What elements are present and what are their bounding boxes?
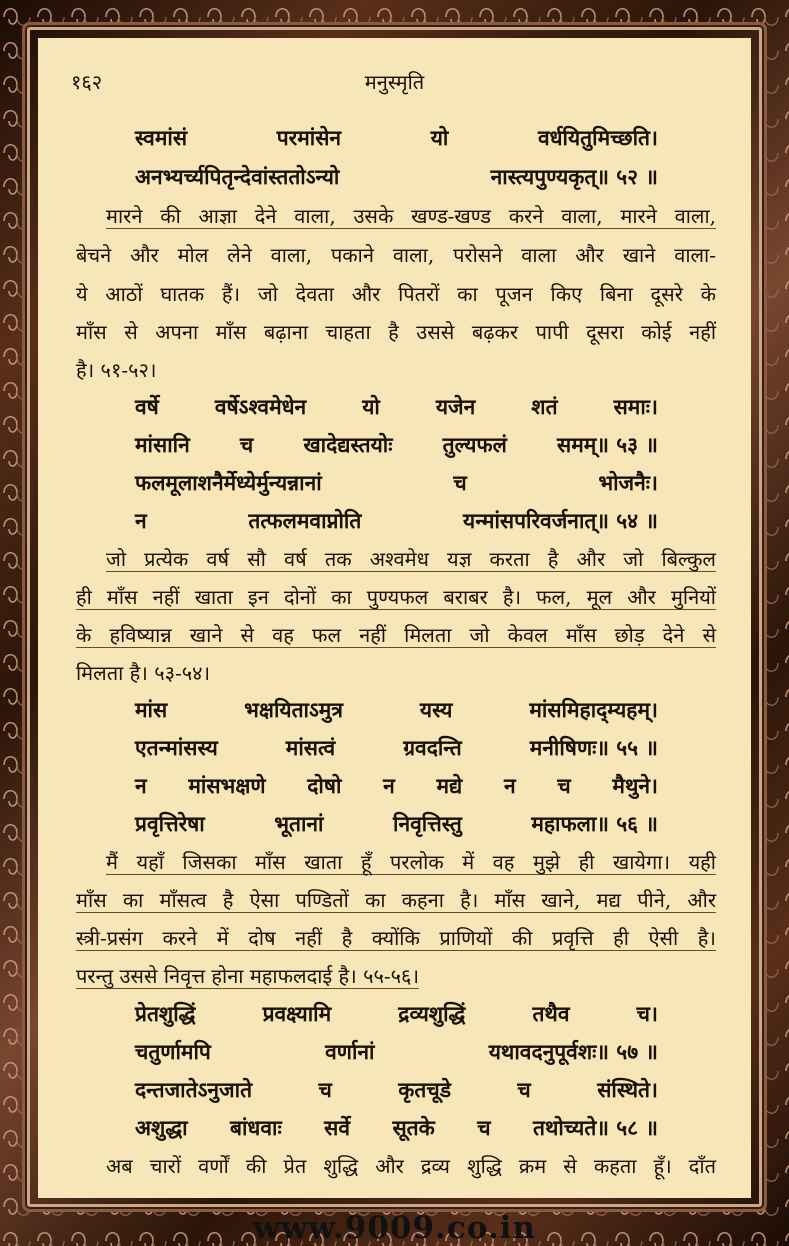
verse-line: एतन्मांसस्य मांसत्वं ग्रवदन्ति मनीषिणः॥ ५५ ॥ [135,735,658,760]
verse-line: दन्तजातेऽनुजाते च कृतचूडे च संस्थिते। [135,1077,658,1102]
verse-line: न तत्फलमवाप्नोति यन्मांसपरिवर्जनात्॥ ५४ ॥ [135,508,658,533]
verse-line: वर्षे वर्षेऽश्वमेधेन यो यजेन शतं समाः। [135,394,658,419]
verse-line: चतुर्णामपि वर्णानां यथावदनुपूर्वशः॥ ५७ ॥ [135,1039,658,1064]
verse-line: मांस भक्षयिताऽमुत्र यस्य मांसमिहाद्म्यहम्। [135,697,658,722]
verse-line: अनभ्यर्च्यपितृन्देवांस्ततोऽन्यो नास्त्यपुण्यकृत्॥ ५२ ॥ [135,164,658,189]
book-page [38,38,751,1198]
prose-line: अब चारों वर्णों की प्रेत शुद्धि और द्रव्य शुद्धि क्रम से कहता हूँ। दाँत [106,1154,716,1178]
page-number: १६२ [71,70,103,94]
verse-line: अशुद्धा बांधवाः सर्वे सूतके च तथोच्यते॥ ५८ ॥ [135,1115,658,1140]
website-link[interactable]: www.9009.co.in [253,1210,536,1246]
verse-line: न मांसभक्षणे दोषो न मद्ये न च मैथुने। [135,773,658,798]
prose-line: के हविष्यान्न खाने से वह फल नहीं मिलता जो केवल माँस छोड़ देने से [76,623,716,647]
verse-line: फलमूलाशनैर्मेध्येर्मुन्यन्नानां च भोजनैः। [135,470,658,495]
prose-line: है। ५१-५२। [76,358,157,382]
verse-line: प्रवृत्तिरेषा भूतानां निवृत्तिस्तु महाफला॥ ५६ ॥ [135,811,658,836]
verse-line: स्वमांसं परमांसेन यो वर्धयितुमिच्छति। [135,125,658,150]
prose-line: मैं यहाँ जिसका माँस खाता हूँ परलोक में वह मुझे ही खायेगा। यही [106,850,716,874]
prose-line: मिलता है। ५३-५४। [76,661,211,685]
prose-line: मारने की आज्ञा देने वाला, उसके खण्ड-खण्ड करने वाला, मारने वाला, [106,204,716,228]
page-title: मनुस्मृति [364,70,425,94]
prose-line: ही माँस नहीं खाता इन दोनों का पुण्यफल बराबर है। फल, मूल और मुनियों [76,585,716,609]
prose-line: जो प्रत्येक वर्ष सौ वर्ष तक अश्वमेध यज्ञ करता है और जो बिल्कुल [106,547,716,571]
prose-line: माँस का माँसत्व है ऐसा पण्डितों का कहना है। माँस खाने, मद्य पीने, और [76,888,716,912]
verse-line: प्रेतशुद्धिं प्रवक्ष्यामि द्रव्यशुद्धिं तथैव च। [135,1001,658,1026]
prose-line: बेचने और मोल लेने वाला, पकाने वाला, परोसने वाला और खाने वाला- [76,243,716,267]
verse-line: मांसानि च खादेद्यस्तयोः तुल्यफलं समम्॥ ५३ ॥ [135,432,658,457]
prose-line: परन्तु उससे निवृत्त होना महाफलदाई है। ५५-५६। [76,964,420,988]
prose-line: ये आठों घातक हैं। जो देवता और पितरों का पूजन किए बिना दूसरे के [76,282,716,306]
prose-line: माँस से अपना माँस बढ़ाना चाहता है उससे बढ़कर पापी दूसरा कोई नहीं [76,320,716,344]
prose-line: स्त्री-प्रसंग करने में दोष नहीं है क्योंकि प्राणियों की प्रवृत्ति ही ऐसी है। [76,926,716,950]
